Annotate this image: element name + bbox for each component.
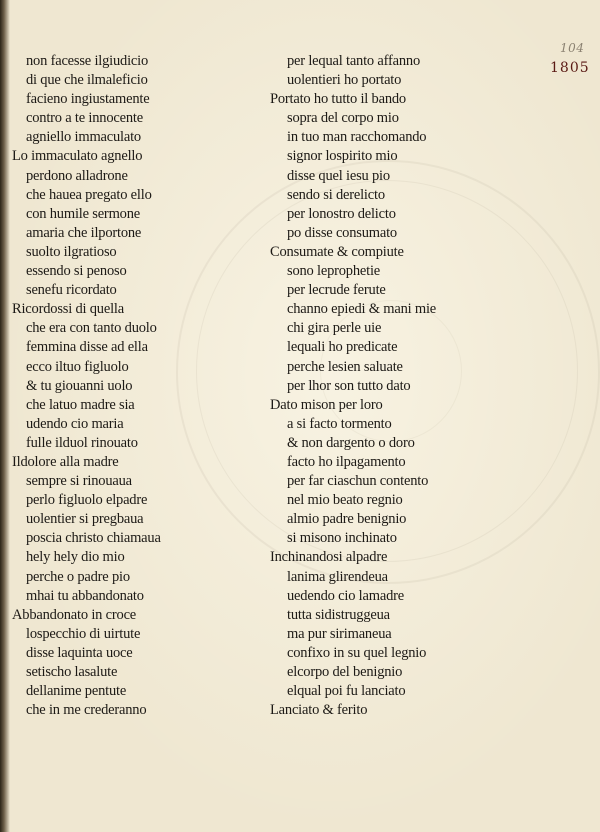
- verse-line: che in me crederanno: [26, 702, 147, 719]
- verse-line: senefu ricordato: [26, 282, 117, 299]
- verse-line: elcorpo del benignio: [287, 664, 403, 680]
- verse-line: femmina disse ad ella: [26, 339, 148, 356]
- binding-shadow: [0, 0, 10, 832]
- stanza-first-line: Consumate & compiute: [270, 243, 404, 260]
- verse-line: per far ciaschun contento: [287, 473, 429, 490]
- verse-line: po disse consumato: [287, 224, 397, 241]
- verse-line: non facesse ilgiudicio: [26, 53, 149, 69]
- stanza-first-line: Lanciato & ferito: [270, 702, 368, 719]
- verse-line: facto ho ilpagamento: [287, 453, 406, 470]
- stanza-first-line: Ildolore alla madre: [12, 453, 119, 470]
- verse-line: udendo cio maria: [26, 415, 124, 432]
- verse-line: lospecchio di uirtute: [26, 625, 141, 642]
- verse-line: che era con tanto duolo: [26, 320, 157, 337]
- verse-line: in tuo man racchomando: [287, 129, 427, 146]
- right-verse-column: [270, 52, 436, 720]
- verse-line: & tu giouanni uolo: [26, 377, 133, 394]
- verse-line: perdono alladrone: [26, 167, 128, 184]
- verse-line: perlo figluolo elpadre: [26, 492, 148, 509]
- folio-number: 104: [560, 41, 585, 55]
- verse-line: disse laquinta uoce: [26, 644, 133, 661]
- stanza-first-line: Lo immaculato agnello: [12, 148, 143, 165]
- verse-line: poscia christo chiamaua: [26, 530, 161, 547]
- stanza-first-line: Abbandonato in croce: [12, 606, 137, 623]
- verse-line: che hauea pregato ello: [26, 186, 152, 203]
- verse-line: disse quel iesu pio: [287, 167, 390, 184]
- verse-line: a si facto tormento: [287, 415, 392, 432]
- verse-line: si misono inchinato: [287, 530, 397, 547]
- verse-line: ecco iltuo figluolo: [26, 358, 129, 375]
- verse-line: sempre si rinouaua: [26, 473, 132, 490]
- verse-line: setischo lasalute: [26, 664, 118, 680]
- left-verse-column: [12, 52, 161, 720]
- verse-line: sendo si derelicto: [287, 186, 385, 203]
- verse-line: lanima glirendeua: [287, 568, 388, 585]
- verse-line: per lequal tanto affanno: [287, 53, 421, 69]
- verse-line: amaria che ilportone: [26, 224, 142, 241]
- verse-line: elqual poi fu lanciato: [287, 683, 406, 700]
- verse-line: facieno ingiustamente: [26, 91, 150, 108]
- verse-line: essendo si penoso: [26, 263, 127, 280]
- verse-line: almio padre benignio: [287, 511, 407, 528]
- verse-line: channo epiedi & mani mie: [287, 301, 437, 318]
- verse-line: che latuo madre sia: [26, 396, 135, 413]
- verse-line: confixo in su quel legnio: [287, 644, 427, 661]
- verse-line: perche o padre pio: [26, 568, 130, 585]
- verse-line: contro a te innocente: [26, 110, 143, 127]
- verse-line: per lhor son tutto dato: [287, 377, 411, 394]
- verse-line: uedendo cio lamadre: [287, 587, 404, 604]
- verse-line: uolentieri ho portato: [287, 72, 402, 89]
- stanza-first-line: Portato ho tutto il bando: [270, 91, 406, 108]
- verse-line: agniello immaculato: [26, 129, 141, 146]
- verse-line: ma pur sirimaneua: [287, 625, 392, 642]
- stanza-first-line: Ricordossi di quella: [12, 301, 124, 318]
- verse-line: con humile sermone: [26, 205, 140, 222]
- verse-line: fulle ilduol rinouato: [26, 434, 138, 451]
- verse-line: lequali ho predicate: [287, 339, 398, 356]
- stanza-first-line: Dato mison per loro: [270, 396, 383, 413]
- verse-line: suolto ilgratioso: [26, 243, 117, 260]
- verse-line: chi gira perle uie: [287, 320, 382, 337]
- verse-line: & non dargento o doro: [287, 434, 415, 451]
- verse-line: mhai tu abbandonato: [26, 587, 144, 604]
- verse-line: uolentier si pregbaua: [26, 511, 144, 528]
- stanza-first-line: Inchinandosi alpadre: [270, 549, 388, 566]
- verse-line: perche lesien saluate: [287, 358, 403, 375]
- verse-line: sopra del corpo mio: [287, 110, 399, 127]
- verse-line: per lonostro delicto: [287, 205, 396, 222]
- verse-line: hely hely dio mio: [26, 549, 125, 566]
- verse-line: sono leprophetie: [287, 263, 381, 280]
- verse-line: signor lospirito mio: [287, 148, 398, 165]
- verse-line: per lecrude ferute: [287, 282, 386, 299]
- verse-line: dellanime pentute: [26, 683, 127, 700]
- verse-line: tutta sidistruggeua: [287, 606, 390, 623]
- folio-ink-mark: 1805: [550, 60, 590, 76]
- verse-line: nel mio beato regnio: [287, 492, 403, 509]
- verse-line: di que che ilmaleficio: [26, 72, 148, 89]
